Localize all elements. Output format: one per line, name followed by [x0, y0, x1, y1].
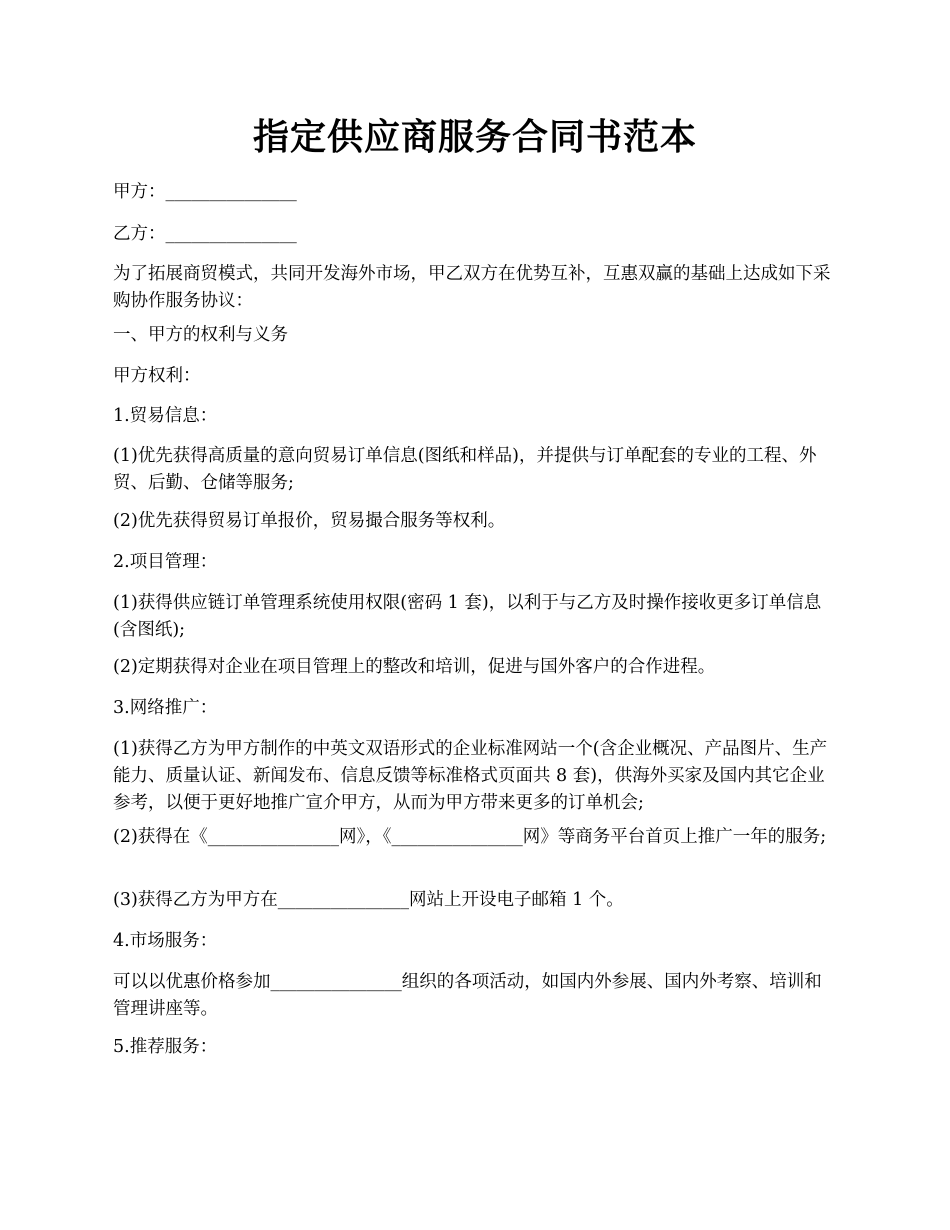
market-service-clause: 可以以优惠价格参加_______________组织的各项活动，如国内外参展、国内外考察、培训和管理讲座等。 [113, 972, 822, 1019]
trade-info-clause-1: (1)优先获得高质量的意向贸易订单信息(图纸和样品)，并提供与订单配套的专业的工程、外贸、后勤、仓储等服务; [113, 446, 817, 493]
party-a-line: 甲方：_______________ [113, 182, 297, 202]
item-project-mgmt-heading: 2.项目管理： [113, 552, 218, 572]
item-market-service-heading: 4.市场服务： [113, 931, 218, 951]
network-promo-clause-2: (2)获得在《_______________网》，《_______________网》等商务平台首页上推广一年的服务; [113, 827, 827, 847]
item-trade-info-heading: 1.贸易信息： [113, 406, 218, 426]
preamble-paragraph: 为了拓展商贸模式，共同开发海外市场，甲乙双方在优势互补，互惠双赢的基础上达成如下采购协作服务协议： [113, 264, 831, 311]
item-network-promo-heading: 3.网络推广： [113, 698, 218, 718]
network-promo-clause-3: (3)获得乙方为甲方在_______________网站上开设电子邮箱 1 个。 [113, 890, 624, 910]
party-b-line: 乙方：_______________ [113, 224, 297, 244]
section-heading-party-a: 一、甲方的权利与义务 [113, 325, 288, 345]
network-promo-clause-1: (1)获得乙方为甲方制作的中英文双语形式的企业标准网站一个(含企业概况、产品图片、生产能力、质量认证、新闻发布、信息反馈等标准格式页面共 8 套)，供海外买家及国内其它企业参考，以便于更好地推广宣介甲方，从而为甲方带来更多的订单机会; [113, 739, 828, 813]
party-a-rights-heading: 甲方权利： [113, 366, 201, 386]
item-referral-service-heading: 5.推荐服务： [113, 1037, 218, 1057]
project-mgmt-clause-2: (2)定期获得对企业在项目管理上的整改和培训，促进与国外客户的合作进程。 [113, 657, 716, 677]
project-mgmt-clause-1: (1)获得供应链订单管理系统使用权限(密码 1 套)，以利于与乙方及时操作接收更多订单信息(含图纸); [113, 593, 822, 640]
document-title: 指定供应商服务合同书范本 [252, 116, 697, 158]
trade-info-clause-2: (2)优先获得贸易订单报价，贸易撮合服务等权利。 [113, 511, 506, 531]
